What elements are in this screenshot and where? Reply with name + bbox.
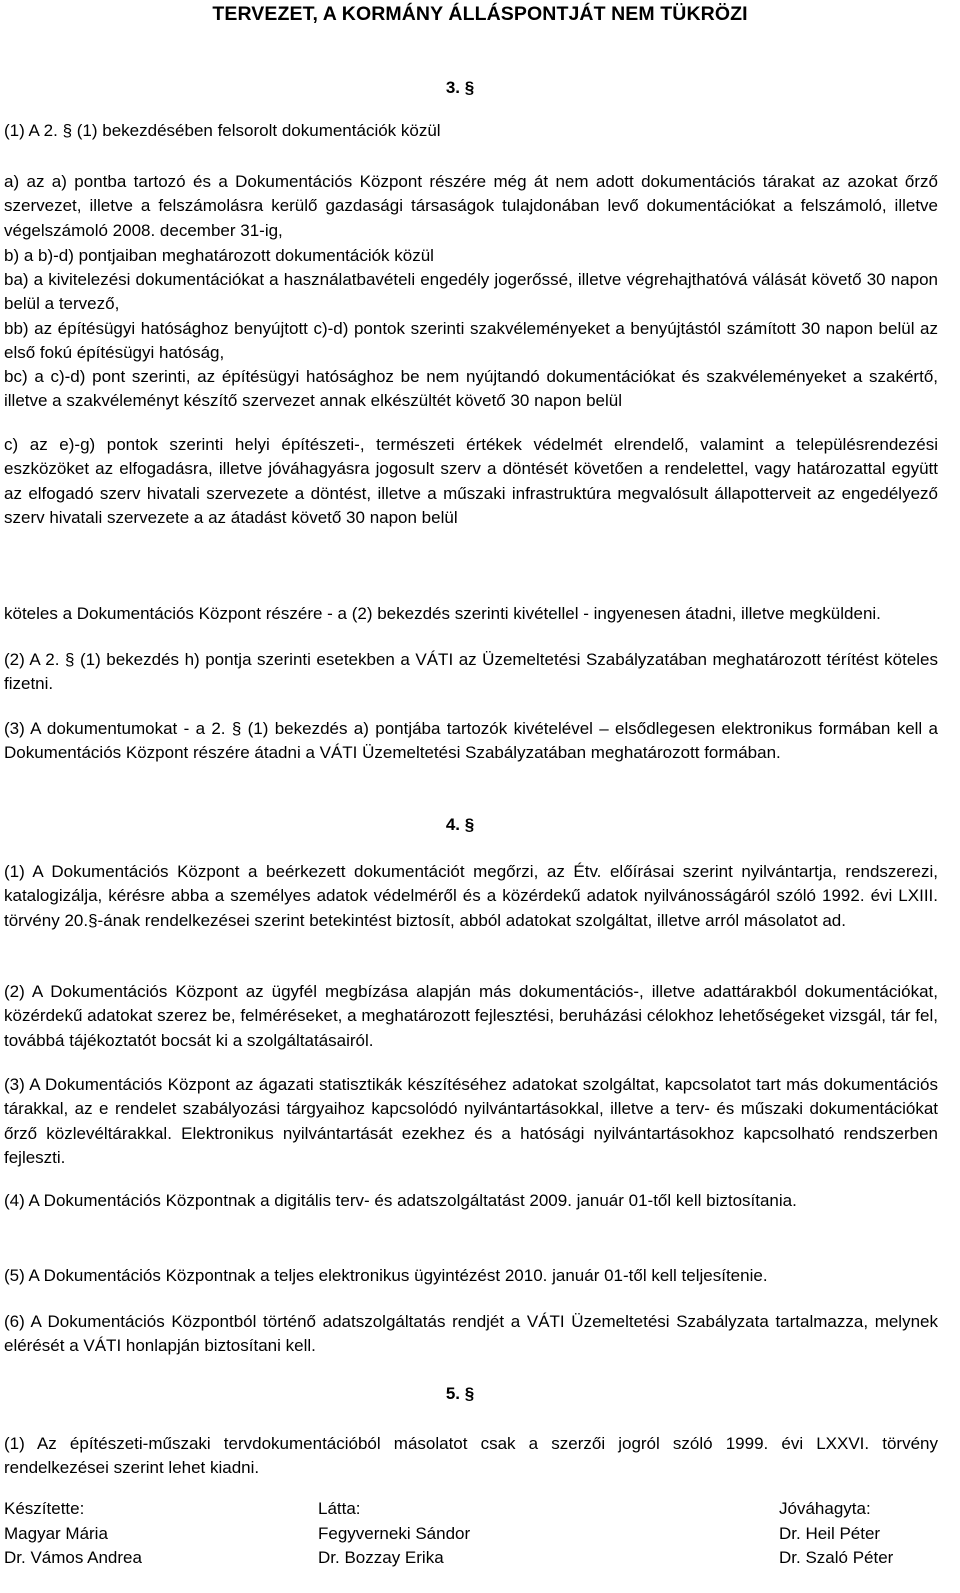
paragraph-3-b: b) a b)-d) pontjaiban meghatározott dokumentációk közül [4,246,434,265]
signature-seen-label: Látta: [318,1499,361,1518]
paragraph-4-3: (3) A Dokumentációs Központ az ágazati statisztikák készítéséhez adatokat szolgáltat, kapcsolatot tart más dokumentációs tárakkal, az e rendelet szabályozási tárgyaihoz kapcsolódó nyilvántartásokkal, illetve a terv- és műszaki dokumentációkat őrző közlevéltárakkal. Elektronikus nyilvántartását ezekhez és a hatósági nyilvántartásokhoz kapcsolható rendszerben fejleszti. [4,1075,938,1168]
signature-seen-name-1: Fegyverneki Sándor [318,1523,471,1543]
paragraph-3-c: c) az e)-g) pontok szerinti helyi építészeti-, természeti értékek védelmét elrendelő, valamint a településrendezési eszközöket az elfogadásra, illetve jóváhagyásra jogosult szerv a döntését követően a rendelettel, vagy határozattal együtt az elfogadó szerv hivatali szervezete a döntést, illetve a műszaki infrastruktúra megvalósult állapotterveit az engedélyező szerv hivatali szervezete a az átadást követő 30 napon belül [4,435,938,528]
paragraph-3-ba: ba) a kivitelezési dokumentációkat a használatbavételi engedély jogerőssé, illetve végrehajthatóvá válását követő 30 napon belül a tervező, [4,270,938,314]
paragraph-4-4: (4) A Dokumentációs Központnak a digitális terv- és adatszolgáltatást 2009. január 01-től kell biztosítania. [4,1191,797,1210]
paragraph-3-bb: bb) az építésügyi hatósághoz benyújtott c)-d) pontok szerinti szakvéleményeket a benyújtástól számított 30 napon belül az első fokú építésügyi hatóság, [4,319,938,363]
signature-approved [779,1497,893,1571]
signature-prepared-name-2: Dr. Vámos Andrea [4,1548,142,1567]
signature-seen [318,1497,470,1571]
signature-approved-label: Jóváhagyta: [779,1499,871,1518]
section-heading-5: 5. § [445,1384,475,1403]
paragraph-5-1: (1) Az építészeti-műszaki tervdokumentációból másolatot csak a szerzői jogról szóló 1999. évi LXXVI. törvény rendelkezései szerint lehet kiadni. [4,1434,938,1478]
paragraph-4-2: (2) A Dokumentációs Központ az ügyfél megbízása alapján más dokumentációs-, illetve adattárakból dokumentációkat, közérdekű adatokat szerez be, felméréseket, a meghatározott fejlesztési, beruházási célokhoz lehetőségeket vizsgál, tár fel, továbbá tájékoztatót bocsát ki a szolgáltatásairól. [4,982,938,1050]
paragraph-4-1: (1) A Dokumentációs Központ a beérkezett dokumentációt megőrzi, az Étv. előírásai szerint nyilvántartja, rendszerezi, katalogizálja, kérésre abba a személyes adatok védelméről és a közérdekű adatok nyilvánosságáról szóló 1992. évi LXIII. törvény 20.§-ának rendelkezései szerint betekintést biztosít, abból adatokat szolgáltat, illetve arról másolatot ad. [4,862,938,930]
signature-prepared-label: Készítette: [4,1499,85,1518]
signature-prepared-name-1: Magyar Mária [4,1523,108,1543]
paragraph-3-koteles: köteles a Dokumentációs Központ részére - a (2) bekezdés szerinti kivétellel - ingyenesen átadni, illetve megküldeni. [4,604,881,623]
paragraph-3-1: (1) A 2. § (1) bekezdésében felsorolt dokumentációk közül [4,121,441,140]
signature-seen-name-2: Dr. Bozzay Erika [318,1548,444,1567]
paragraph-3-bc: bc) a c)-d) pont szerinti, az építésügyi hatósághoz be nem nyújtandó dokumentációkat és szakvéleményeket a szakértő, illetve a szakvéleményt készítő szervezet annak elkészültét követő 30 napon belül [4,367,938,411]
section-heading-4: 4. § [445,815,475,834]
paragraph-4-6: (6) A Dokumentációs Központból történő adatszolgáltatás rendjét a VÁTI Üzemeltetési Szabályzata tartalmazza, melynek elérését a VÁTI honlapján biztosítani kell. [4,1312,938,1356]
signature-prepared [4,1497,142,1571]
draft-header: TERVEZET, A KORMÁNY ÁLLÁSPONTJÁT NEM TÜKRÖZI [212,3,748,25]
paragraph-3-2: (2) A 2. § (1) bekezdés h) pontja szerinti esetekben a VÁTI az Üzemeltetési Szabályzatában meghatározott térítést köteles fizetni. [4,650,938,694]
paragraph-3-3: (3) A dokumentumokat - a 2. § (1) bekezdés a) pontjába tartozók kivételével – elsődlegesen elektronikus formában kell a Dokumentációs Központ részére átadni a VÁTI Üzemeltetési Szabályzatában meghatározott formában. [4,719,938,763]
signature-approved-name-1: Dr. Heil Péter [779,1523,881,1543]
signature-approved-name-2: Dr. Szaló Péter [779,1548,894,1567]
paragraph-4-5: (5) A Dokumentációs Központnak a teljes elektronikus ügyintézést 2010. január 01-től kell teljesítenie. [4,1266,768,1285]
paragraph-3-a: a) az a) pontba tartozó és a Dokumentációs Központ részére még át nem adott dokumentációs tárakat az azokat őrző szervezet, illetve a felszámolásra kerülő gazdasági társaságok tulajdonában levő dokumentációkat a felszámoló, illetve végelszámoló 2008. december 31-ig, [4,172,938,240]
section-heading-3: 3. § [445,78,475,97]
